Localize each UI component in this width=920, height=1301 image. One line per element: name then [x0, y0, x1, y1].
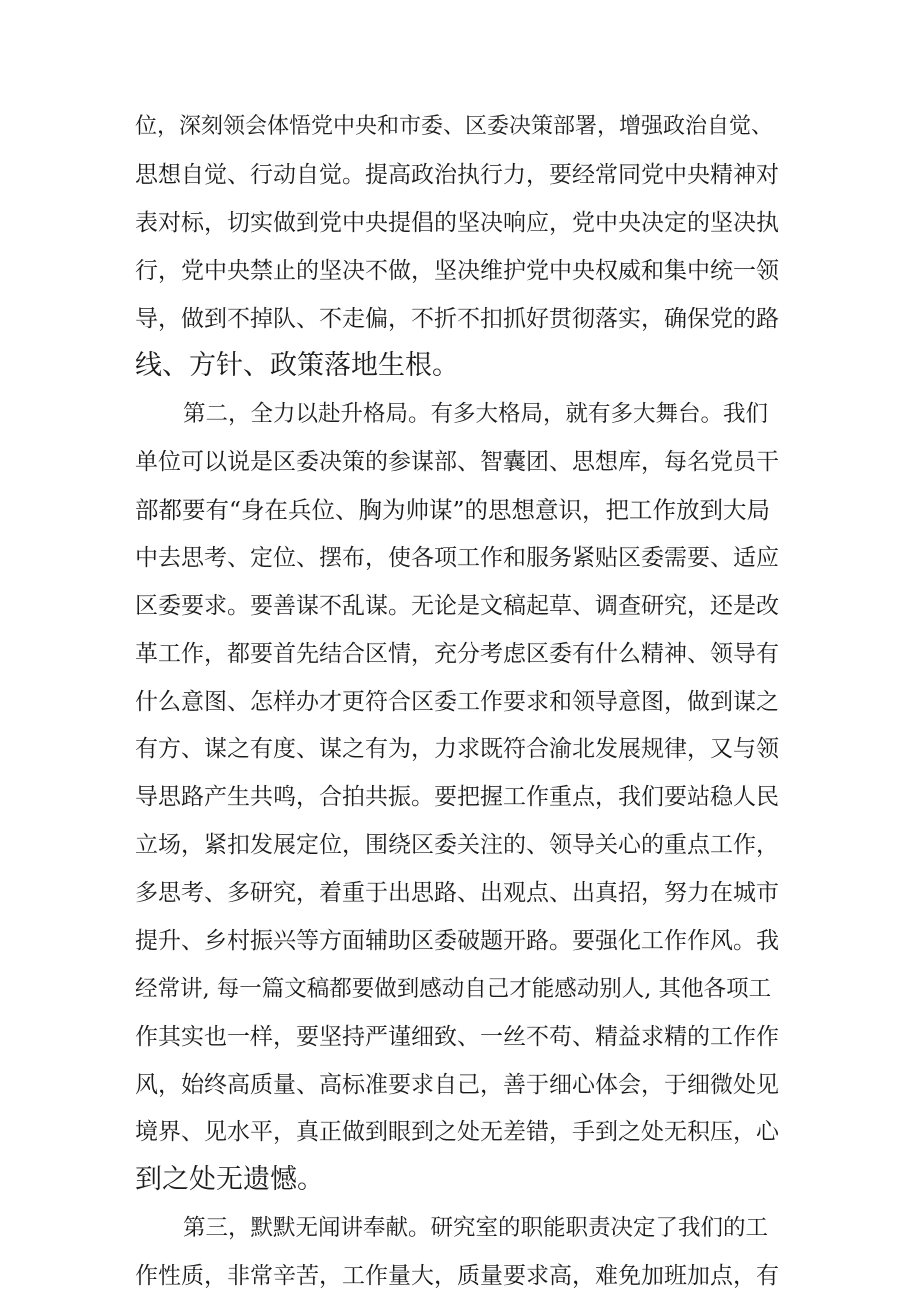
text-line: 单位可以说是区委决策的参谋部、智囊团、思想库，每名党员干: [135, 449, 779, 476]
text-line: 到之处无遗憾。: [135, 1164, 324, 1196]
text-line: 作其实也一样，要坚持严谨细致、一丝不苟、精益求精的工作作: [135, 1023, 779, 1050]
text-line: 经常讲, 每一篇文稿都要做到感动自己才能感动别人, 其他各项工: [135, 975, 772, 1002]
text-line: 作性质，非常辛苦，工作量大，质量要求高，难免加班加点，有: [135, 1263, 779, 1289]
text-line: 导思路产生共鸣，合拍共振。要把握工作重点，我们要站稳人民: [135, 784, 779, 811]
text-line: 导，做到不掉队、不走偏，不折不扣抓好贯彻落实，确保党的路: [135, 305, 779, 332]
text-line: 多思考、多研究，着重于出思路、出观点、出真招，努力在城市: [135, 880, 779, 906]
text-line: 境界、见水平，真正做到眼到之处无差错，手到之处无积压，心: [135, 1119, 779, 1146]
text-line: 表对标，切实做到党中央提倡的坚决响应，党中央决定的坚决执: [135, 209, 779, 236]
text-line: 风，始终高质量、高标准要求自己，善于细心体会，于细微处见: [135, 1071, 779, 1098]
paragraph-first-line: 第三，默默无闻讲奉献。研究室的职能职责决定了我们的工: [183, 1215, 769, 1242]
text-line: 区委要求。要善谋不乱谋。无论是文稿起草、调查研究，还是改: [135, 592, 779, 619]
text-line: 什么意图、怎样办才更符合区委工作要求和领导意图，做到谋之: [135, 688, 779, 715]
text-line: 思想自觉、行动自觉。提高政治执行力，要经常同党中央精神对: [135, 161, 779, 188]
text-line: 位，深刻领会体悟党中央和市委、区委决策部署，增强政治自觉、: [135, 114, 774, 139]
text-line: 提升、乡村振兴等方面辅助区委破题开路。要强化工作作风。我: [135, 927, 779, 954]
paragraph-first-line: 第二，全力以赴升格局。有多大格局，就有多大舞台。我们: [183, 401, 769, 428]
text-line: 行，党中央禁止的坚决不做，坚决维护党中央权威和集中统一领: [135, 257, 779, 284]
text-line: 革工作，都要首先结合区情，充分考虑区委有什么精神、领导有: [135, 640, 779, 667]
text-line: 有方、谋之有度、谋之有为，力求既符合渝北发展规律，又与领: [135, 736, 779, 763]
text-line: 立场，紧扣发展定位，围绕区委关注的、领导关心的重点工作，: [135, 832, 779, 859]
text-line: 部都要有“身在兵位、胸为帅谋”的思想意识，把工作放到大局: [135, 496, 771, 524]
text-line: 线、方针、政策落地生根。: [135, 350, 459, 382]
text-line: 中去思考、定位、摆布，使各项工作和服务紧贴区委需要、适应: [135, 544, 779, 571]
